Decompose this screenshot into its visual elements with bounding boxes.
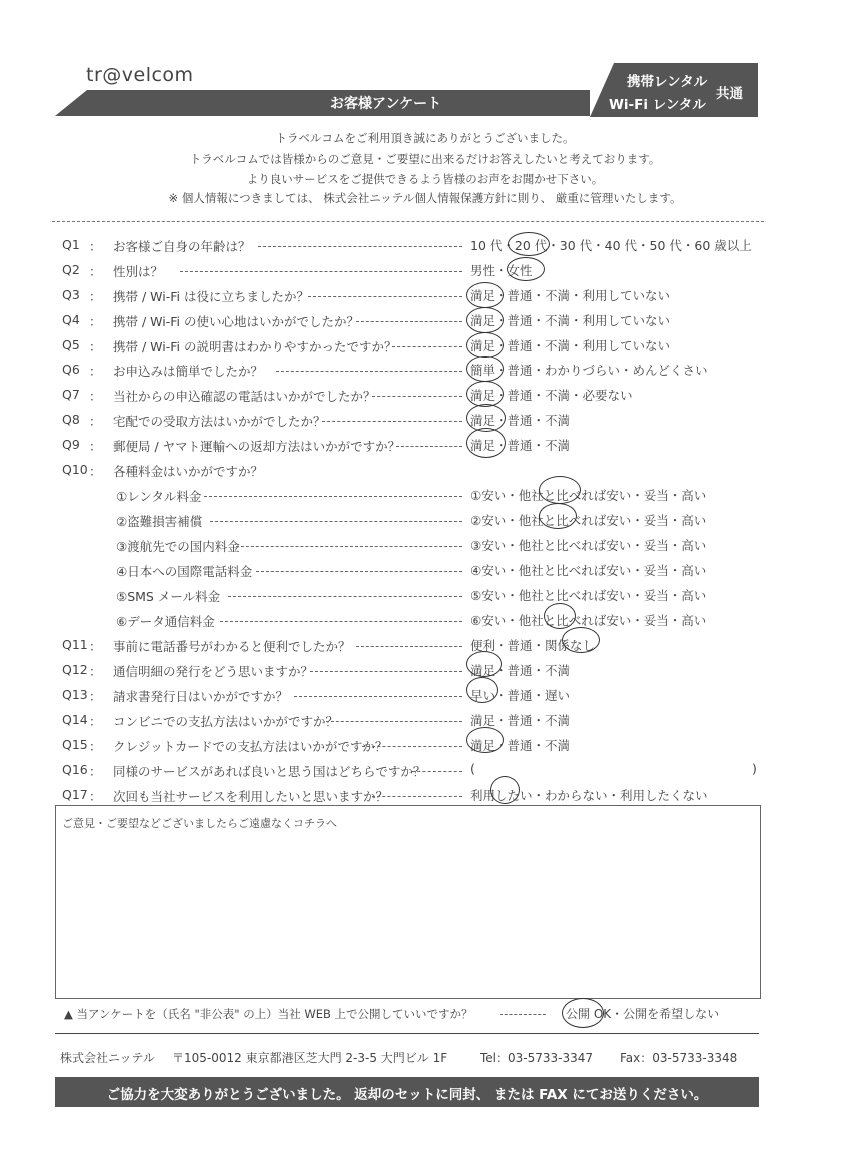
question-number: Q12: [62, 662, 88, 677]
leader-line: [220, 621, 462, 622]
answer-options[interactable]: 満足・普通・不満・必要ない: [470, 388, 633, 403]
question-text: 宅配での受取方法はいかがでしたか？: [113, 414, 326, 429]
divider: [52, 221, 764, 222]
question-number: Q6: [62, 362, 80, 377]
question-number: Q10: [62, 462, 88, 477]
answer-options[interactable]: 満足・普通・不満: [470, 413, 571, 428]
page-title: お客様アンケート: [330, 96, 442, 112]
question-text: 次回も当社サービスを利用したいと思いますか？: [113, 789, 389, 804]
question-colon: ：: [89, 639, 102, 654]
answer-options[interactable]: 満足・普通・不満・利用していない: [470, 288, 671, 303]
selection-circle: [544, 603, 576, 629]
leader-line: [372, 396, 462, 397]
fee-label: ③渡航先での国内料金: [116, 539, 240, 554]
question-colon: ：: [89, 289, 102, 304]
footer-tel: Tel：03-5733-3347: [480, 1051, 594, 1065]
service-tag-mobile: 携帯レンタル: [627, 74, 708, 90]
question-text: 性別は？: [113, 264, 164, 279]
answer-options[interactable]: 10 代・20 代・30 代・40 代・50 代・60 歳以上: [470, 238, 752, 253]
title-band: [55, 90, 590, 116]
leader-line: [372, 796, 462, 797]
answer-options[interactable]: 満足・普通・不満・利用していない: [470, 313, 671, 328]
answer-options[interactable]: 簡単・普通・わかりづらい・めんどくさい: [470, 363, 708, 378]
leader-line: [228, 596, 462, 597]
fee-label: ②盗難損害補償: [116, 514, 203, 529]
fee-answer[interactable]: ②安い・他社と比べれば安い・妥当・高い: [470, 513, 707, 528]
question-text: お客様ご自身の年齢は？: [113, 239, 251, 254]
leader-line: [322, 421, 462, 422]
footer-fax: Fax：03-5733-3348: [620, 1051, 738, 1065]
question-colon: ：: [89, 314, 102, 329]
question-text: コンビニでの支払方法はいかがですか？: [113, 714, 339, 729]
footer-company: 株式会社ニッテル: [60, 1051, 155, 1065]
question-number: Q5: [62, 337, 80, 352]
question-number: Q17: [62, 787, 88, 802]
question-number: Q4: [62, 312, 80, 327]
selection-circle: [466, 677, 498, 703]
question-colon: ：: [89, 364, 102, 379]
brand-logo: tr@velcom: [86, 64, 194, 86]
service-tag-common: 共通: [716, 86, 743, 102]
selection-circle: [466, 332, 504, 358]
fee-answer[interactable]: ③安い・他社と比べれば安い・妥当・高い: [470, 538, 707, 553]
answer-options[interactable]: 満足・普通・不満: [470, 438, 571, 453]
answer-options[interactable]: 満足・普通・不満・利用していない: [470, 338, 671, 353]
question-number: Q14: [62, 712, 88, 727]
leader-line: [204, 496, 462, 497]
selection-circle: [562, 627, 600, 653]
question-number: Q3: [62, 287, 80, 302]
country-input-open[interactable]: (: [470, 761, 475, 776]
question-colon: ：: [89, 264, 102, 279]
leader-line: [392, 346, 462, 347]
leader-line: [356, 321, 462, 322]
fee-answer[interactable]: ⑥安い・他社と比べれば安い・妥当・高い: [470, 613, 707, 628]
question-text: クレジットカードでの支払方法はいかがですか？: [113, 739, 388, 754]
question-number: Q8: [62, 412, 80, 427]
question-colon: ：: [89, 339, 102, 354]
leader-line: [356, 646, 462, 647]
question-text: 当社からの申込確認の電話はいかがでしたか？: [113, 389, 376, 404]
answer-options[interactable]: 利用したい・わからない・利用したくない: [470, 788, 708, 803]
comment-label: ご意見・ご要望などございましたらご遠慮なくコチラへ: [62, 817, 337, 830]
question-colon: ：: [89, 789, 102, 804]
intro-line-2: トラベルコムでは皆様からのご意見・ご要望に出来るだけお答えしたいと考えております。: [189, 152, 661, 166]
leader-line: [310, 671, 462, 672]
leader-line: [276, 371, 462, 372]
leader-line: [236, 546, 462, 547]
question-text: 請求書発行日はいかがですか？: [113, 689, 289, 704]
leader-line: [412, 771, 462, 772]
question-text: 事前に電話番号がわかると便利でしたか？: [113, 639, 351, 654]
question-number: Q15: [62, 737, 88, 752]
answer-options[interactable]: 満足・普通・不満: [470, 738, 571, 753]
leader-line: [396, 446, 462, 447]
publish-question: ▲ 当アンケートを（氏名 "非公表" の上）当社 WEB 上で公開していいですか？: [64, 1007, 473, 1021]
comment-box[interactable]: [55, 805, 761, 999]
answer-options[interactable]: 満足・普通・不満: [470, 713, 571, 728]
question-text: 通信明細の発行をどう思いますか？: [113, 664, 314, 679]
answer-options[interactable]: 便利・普通・関係なし: [470, 638, 596, 653]
leader-line: [362, 746, 462, 747]
fee-label: ⑤SMS メール料金: [116, 589, 221, 604]
selection-circle: [490, 776, 520, 804]
question-number: Q2: [62, 262, 80, 277]
fee-label: ⑥データ通信料金: [116, 614, 215, 629]
question-number: Q7: [62, 387, 80, 402]
service-tag-wifi: Wi-Fi レンタル: [609, 97, 706, 113]
fee-answer[interactable]: ⑤安い・他社と比べれば安い・妥当・高い: [470, 588, 707, 603]
intro-line-1: トラベルコムをご利用頂き誠にありがとうございました。: [275, 131, 575, 145]
selection-circle: [507, 257, 545, 281]
question-colon: ：: [89, 389, 102, 404]
selection-circle: [562, 998, 604, 1028]
question-text: 携帯 / Wi-Fi の説明書はわかりやすかったですか？: [113, 339, 397, 354]
answer-options[interactable]: 満足・普通・不満: [470, 663, 571, 678]
leader-line: [256, 571, 462, 572]
leader-line: [294, 696, 462, 697]
answer-options[interactable]: 男性・女性: [470, 263, 533, 278]
leader-line: [500, 1014, 546, 1015]
question-colon: ：: [89, 764, 102, 779]
intro-line-3: より良いサービスをご提供できるよう皆様のお声をお聞かせ下さい。: [246, 172, 604, 186]
question-colon: ：: [89, 664, 102, 679]
fee-label: ④日本への国際電話料金: [116, 564, 253, 579]
fee-label: ①レンタル料金: [116, 489, 202, 504]
selection-circle: [508, 232, 550, 256]
selection-circle: [466, 428, 506, 458]
selection-circle: [539, 503, 577, 529]
selection-circle: [466, 727, 504, 753]
footer-divider: [55, 1033, 759, 1034]
question-number: Q16: [62, 762, 88, 777]
fee-answer[interactable]: ①安い・他社と比べれば安い・妥当・高い: [470, 488, 707, 503]
selection-circle: [466, 651, 502, 677]
selection-circle: [466, 282, 504, 308]
question-text: お申込みは簡単でしたか？: [113, 364, 264, 379]
leader-line: [258, 246, 462, 247]
question-colon: ：: [89, 414, 102, 429]
leader-line: [210, 521, 462, 522]
country-input-close: ): [752, 761, 757, 776]
publish-answer[interactable]: 公開 OK・公開を希望しない: [566, 1007, 720, 1021]
question-colon: ：: [89, 714, 102, 729]
question-number: Q13: [62, 687, 88, 702]
question-colon: ：: [89, 239, 102, 254]
question-number: Q1: [62, 237, 80, 252]
leader-line: [308, 296, 462, 297]
selection-circle: [466, 307, 504, 333]
answer-options[interactable]: 早い・普通・遅い: [470, 688, 571, 703]
question-text: 携帯 / Wi-Fi は役に立ちましたか？: [113, 289, 309, 304]
question-colon: ：: [89, 439, 102, 454]
selection-circle: [539, 476, 581, 504]
question-text: 同様のサービスがあれば良いと思う国はどちらですか？: [113, 764, 426, 779]
question-number: Q9: [62, 437, 80, 452]
question-colon: ：: [89, 689, 102, 704]
footer-address: 〒105-0012 東京都港区芝大門 2-3-5 大門ビル 1F: [172, 1051, 448, 1065]
leader-line: [326, 721, 462, 722]
fee-answer[interactable]: ④安い・他社と比べれば安い・妥当・高い: [470, 563, 707, 578]
closing-message: ご協力を大変ありがとうございました。 返却のセットに同封、 または FAX にてお送りください。: [106, 1087, 708, 1103]
question-number: Q11: [62, 637, 88, 652]
question-text: 各種料金はいかがですか？: [113, 464, 264, 479]
question-text: 携帯 / Wi-Fi の使い心地はいかがでしたか？: [113, 314, 359, 329]
question-text: 郵便局 / ヤマト運輸への返却方法はいかがですか？: [113, 439, 401, 454]
question-colon: ：: [89, 464, 102, 479]
leader-line: [180, 271, 462, 272]
question-colon: ：: [89, 739, 102, 754]
selection-circle: [466, 356, 504, 382]
intro-line-4: ※ 個人情報につきましては、 株式会社ニッテル個人情報保護方針に則り、 厳重に管理いたします。: [168, 191, 682, 205]
